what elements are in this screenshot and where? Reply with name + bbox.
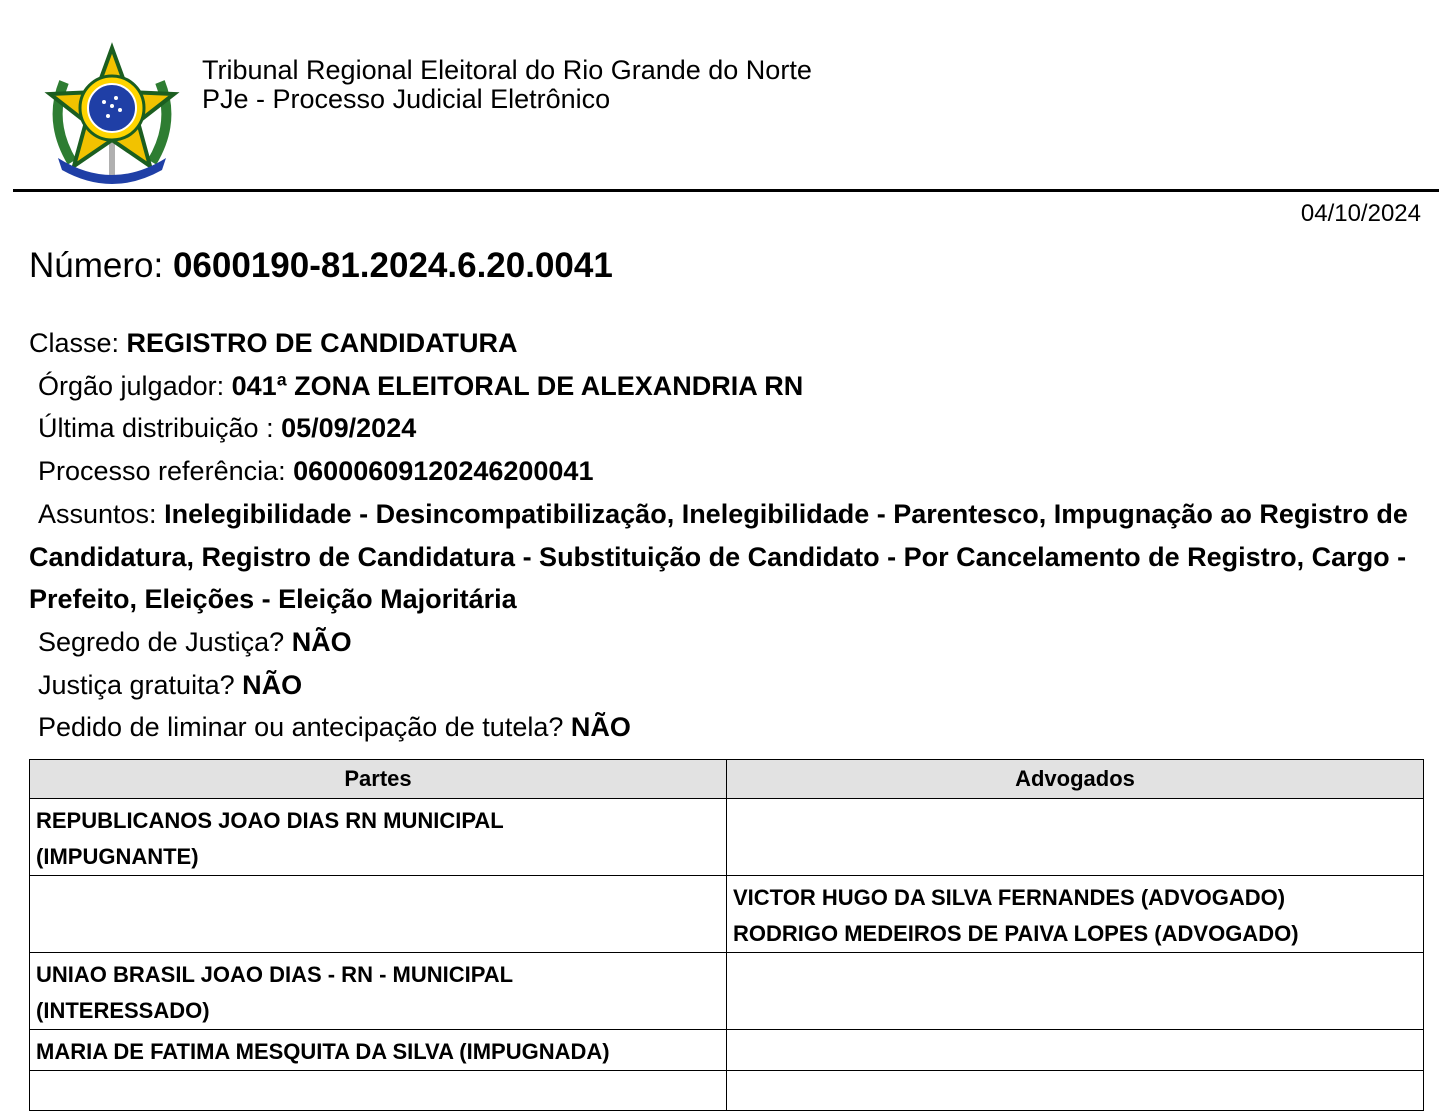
field-label: Segredo de Justiça? [38, 626, 285, 657]
field-value: 041ª ZONA ELEITORAL DE ALEXANDRIA RN [231, 370, 804, 401]
table-header-row [30, 760, 1424, 799]
table-row [30, 1071, 1424, 1111]
parte-cell [30, 1071, 727, 1111]
field-label: Classe: [29, 328, 120, 358]
field-justica-gratuita [29, 664, 1424, 707]
advogados-cell [727, 1071, 1424, 1111]
field-label: Última distribuição : [38, 413, 274, 444]
table-row [30, 799, 1424, 876]
document-date: 04/10/2024 [1300, 200, 1421, 227]
field-segredo-justica [29, 621, 1424, 664]
process-number-value: 0600190-81.2024.6.20.0041 [172, 246, 613, 285]
parte-name: MARIA DE FATIMA MESQUITA DA SILVA (IMPUGNADA) [36, 1039, 610, 1064]
field-assuntos [29, 493, 1424, 621]
parte-role: (IMPUGNANTE) [36, 844, 199, 869]
field-value: 06000609120246200041 [293, 456, 594, 487]
advogados-cell [727, 876, 1424, 953]
document-header [0, 0, 1450, 190]
parte-cell [30, 953, 727, 1030]
field-orgao-julgador [29, 365, 1424, 408]
field-label: Assuntos: [38, 498, 157, 529]
parte-cell [30, 876, 727, 953]
table-row [30, 953, 1424, 1030]
table-row [30, 876, 1424, 953]
process-number [29, 246, 613, 286]
field-value: NÃO [570, 712, 631, 743]
advogado-name: RODRIGO MEDEIROS DE PAIVA LOPES (ADVOGADO) [733, 921, 1299, 946]
advogado-name: VICTOR HUGO DA SILVA FERNANDES (ADVOGADO) [733, 885, 1286, 910]
parte-name: REPUBLICANOS JOAO DIAS RN MUNICIPAL [36, 808, 504, 833]
field-ultima-distribuicao [29, 407, 1424, 450]
process-details [29, 322, 1424, 749]
parte-cell [30, 1030, 727, 1071]
coat-of-arms-logo [44, 42, 180, 184]
table-row [30, 1030, 1424, 1071]
parte-name: UNIAO BRASIL JOAO DIAS - RN - MUNICIPAL [36, 962, 514, 987]
column-header-advogados: Advogados [727, 760, 1424, 799]
field-value: Inelegibilidade - Desincompatibilização, Inelegibilidade - Parentesco, Impugnação ao Registro de Candidatura, Registro de Candidatura - Substituição de Candidato - Por Cancelamento de Registro, Cargo - Prefeito, Eleições - Eleição Majoritária [29, 498, 1408, 615]
field-label: Órgão julgador: [38, 370, 225, 401]
advogados-cell [727, 799, 1424, 876]
field-label: Processo referência: [38, 456, 286, 487]
parties-table [29, 759, 1424, 1111]
field-label: Justiça gratuita? [38, 669, 235, 700]
advogados-cell [727, 1030, 1424, 1071]
field-value: 05/09/2024 [281, 413, 417, 444]
field-value: NÃO [291, 626, 352, 657]
parte-role: (INTERESSADO) [36, 998, 210, 1023]
field-value: NÃO [242, 669, 303, 700]
header-divider [13, 189, 1439, 192]
organization-heading [202, 56, 812, 114]
field-processo-referencia [29, 450, 1424, 493]
org-name: Tribunal Regional Eleitoral do Rio Grande do Norte [202, 55, 812, 85]
column-header-partes: Partes [30, 760, 727, 799]
system-name: PJe - Processo Judicial Eletrônico [202, 84, 611, 114]
advogados-cell [727, 953, 1424, 1030]
field-pedido-liminar [29, 706, 1424, 749]
process-number-label: Número: [29, 246, 164, 285]
field-label: Pedido de liminar ou antecipação de tutela? [38, 712, 564, 743]
field-classe [29, 322, 1424, 365]
field-value: REGISTRO DE CANDIDATURA [126, 328, 518, 358]
parte-cell [30, 799, 727, 876]
